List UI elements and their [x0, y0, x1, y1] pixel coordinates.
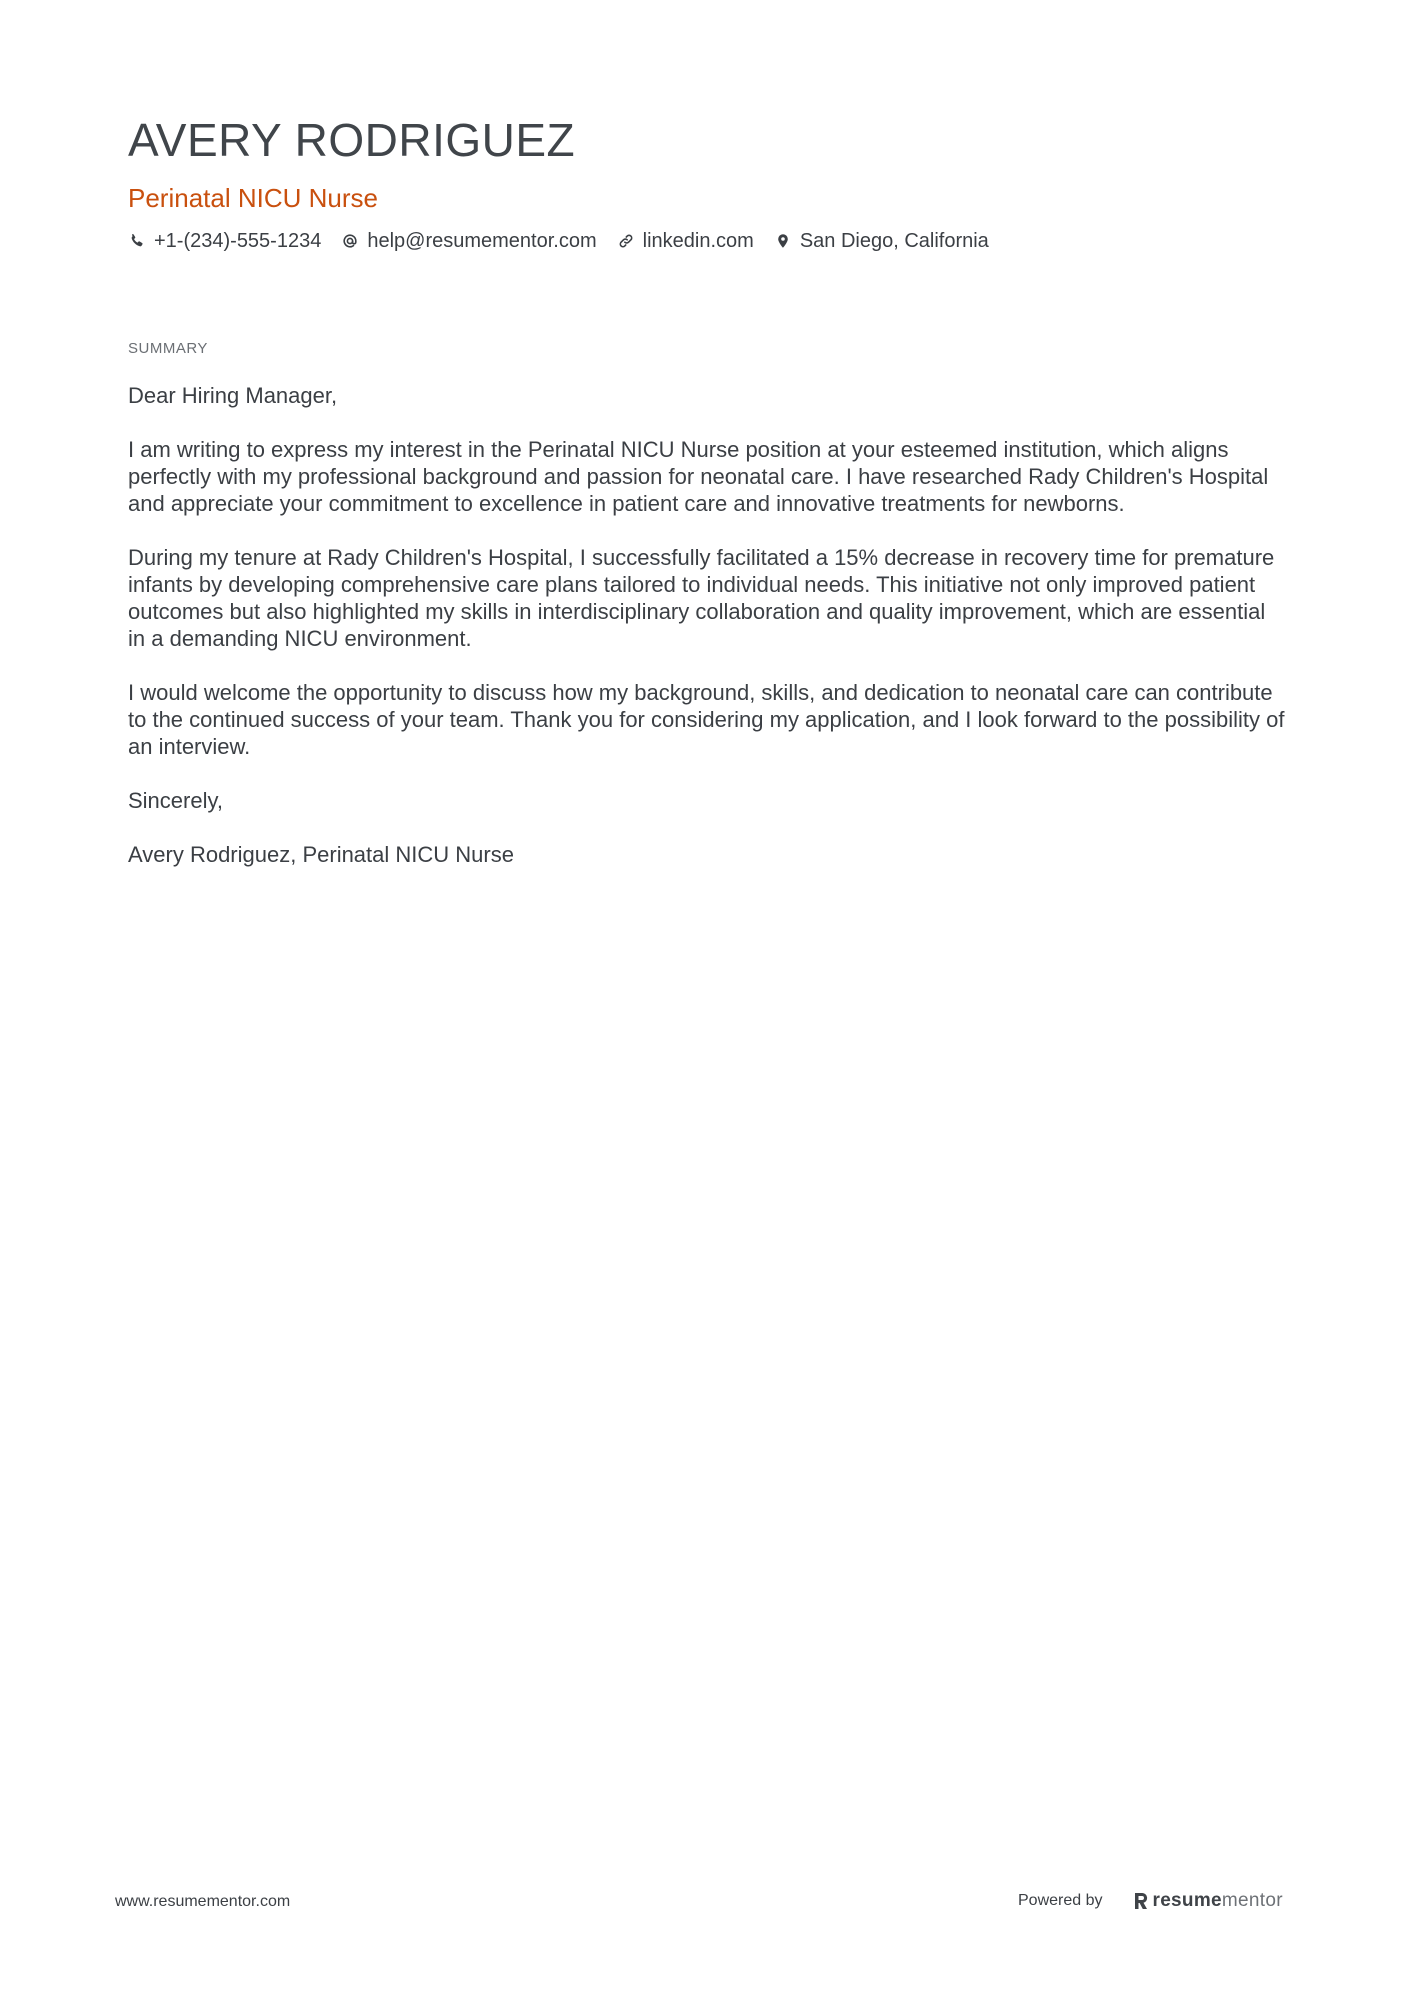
location-text: San Diego, California	[799, 230, 989, 252]
footer-branding	[1018, 1890, 1283, 1912]
link-icon	[617, 232, 635, 250]
letter-paragraph-3: I would welcome the opportunity to discuss how my background, skills, and dedication to neonatal care can contribute to the continued success of your team. Thank you for considering my application, and I look forward to the possibility of an interview.	[128, 680, 1285, 759]
letter-paragraph-1: I am writing to express my interest in the Perinatal NICU Nurse position at your esteemed institution, which aligns perfectly with my professional background and passion for neonatal care. I have researched Rady Children's Hospital and appreciate your commitment to excellence in patient care and innovative treatments for newborns.	[128, 437, 1269, 516]
contact-location	[774, 228, 989, 254]
contact-phone	[128, 228, 321, 254]
header	[128, 112, 1288, 254]
letter-closing: Sincerely,	[128, 788, 223, 813]
contact-linkedin[interactable]	[617, 228, 754, 254]
job-title: Perinatal NICU Nurse	[128, 183, 378, 213]
brand-name-bold: resume	[1152, 1890, 1222, 1911]
contact-row	[128, 228, 1288, 254]
footer-website-link[interactable]: www.resumementor.com	[115, 1893, 291, 1910]
letter-body	[128, 382, 1288, 895]
section-heading-summary: SUMMARY	[128, 340, 208, 357]
letter-signature: Avery Rodriguez, Perinatal NICU Nurse	[128, 842, 514, 867]
linkedin-text[interactable]: linkedin.com	[642, 230, 754, 252]
letter-paragraph-2: During my tenure at Rady Children's Hospital, I successfully facilitated a 15% decrease in recovery time for premature infants by developing comprehensive care plans tailored to individual needs. This initiative not only improved patient outcomes but also highlighted my skills in interdisciplinary collaboration and quality improvement, which are essential in a demanding NICU environment.	[128, 545, 1275, 651]
email-text[interactable]: help@resumementor.com	[367, 230, 597, 252]
letter-greeting: Dear Hiring Manager,	[128, 383, 338, 408]
at-icon	[341, 232, 359, 250]
candidate-name: AVERY RODRIGUEZ	[128, 114, 576, 166]
contact-email[interactable]	[341, 228, 596, 254]
brand-logo[interactable]	[1133, 1890, 1283, 1912]
resumementor-logo-icon	[1133, 1891, 1149, 1911]
phone-text: +1-(234)-555-1234	[154, 230, 322, 252]
phone-icon	[128, 232, 146, 250]
location-pin-icon	[774, 232, 792, 250]
brand-name-light: mentor	[1221, 1890, 1283, 1911]
powered-by-label: Powered by	[1018, 1892, 1103, 1909]
